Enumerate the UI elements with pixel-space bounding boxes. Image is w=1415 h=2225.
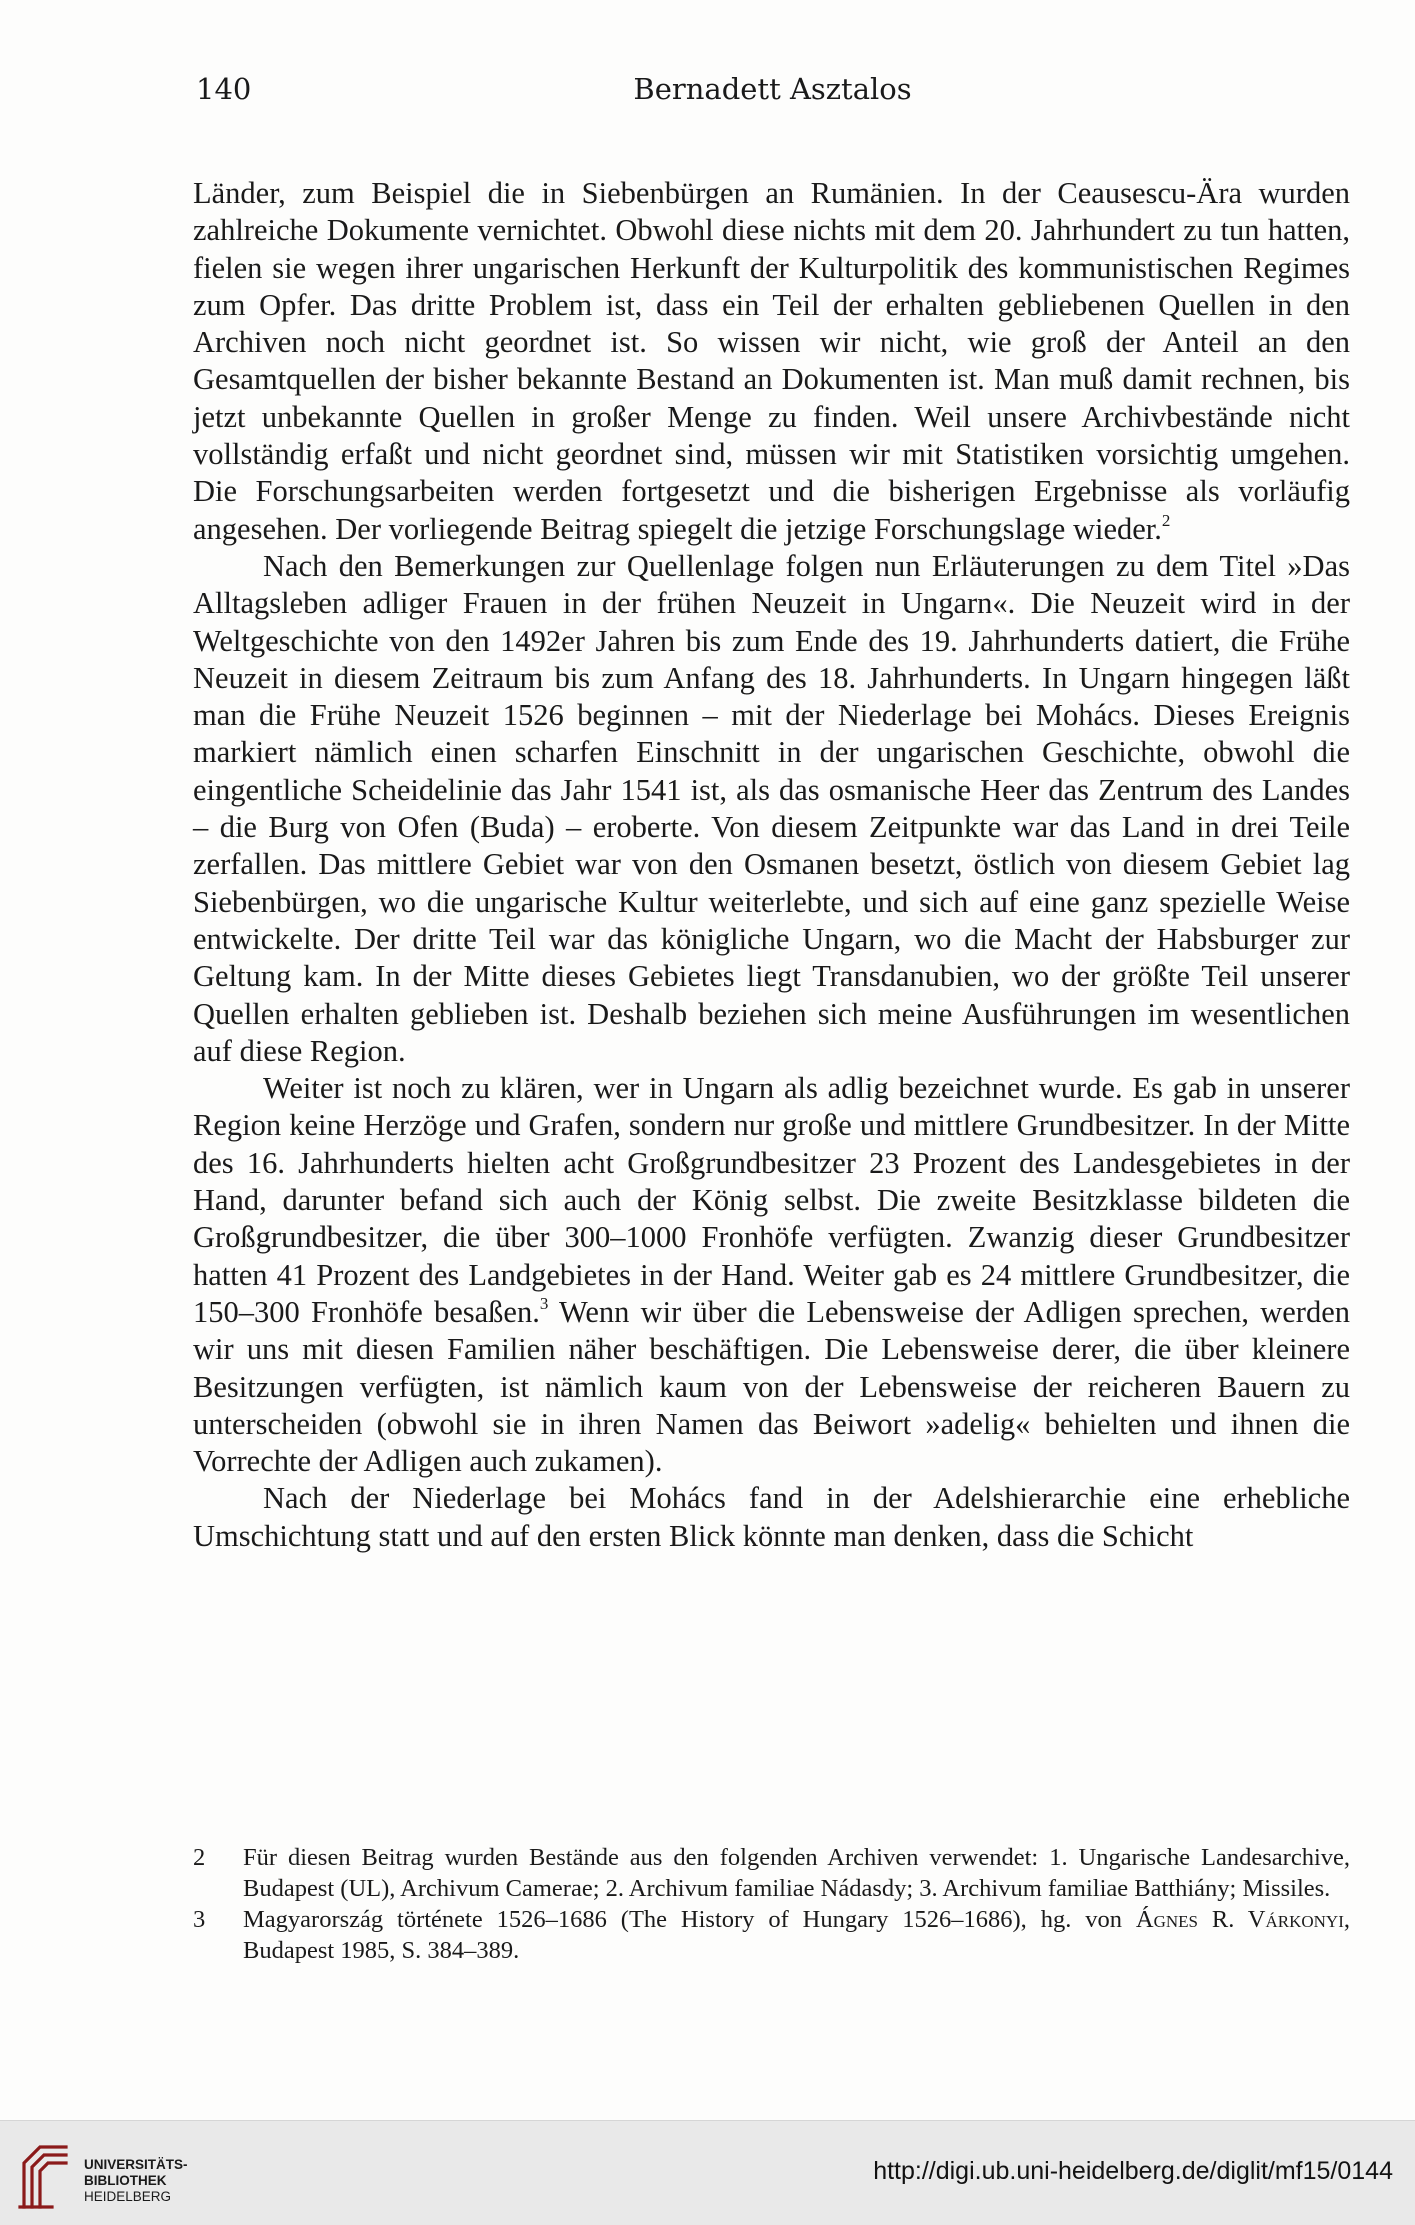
digitization-footer [0,2120,1415,2225]
paragraph [193,175,1350,548]
paragraph: Nach den Bemerkungen zur Quellenlage folgen nun Erläuterungen zu dem Titel »Das Alltagsleben adliger Frauen in der frühen Neuzeit in Ungarn«. Die Neuzeit wird in der Weltgeschichte von den 1492er Jahren bis zum Ende des 19. Jahrhunderts datiert, die Frühe Neuzeit in diesem Zeitraum bis zum Anfang des 18. Jahrhunderts. In Ungarn hingegen läßt man die Frühe Neuzeit 1526 beginnen – mit der Niederlage bei Mohács. Dieses Ereignis markiert nämlich einen scharfen Einschnitt in der ungarischen Geschichte, obwohl die eingentliche Scheidelinie das Jahr 1541 ist, als das osmanische Heer das Zentrum des Landes – die Burg von Ofen (Buda) – eroberte. Von diesem Zeitpunkte war das Land in drei Teile zerfallen. Das mittlere Gebiet war von den Osmanen besetzt, östlich von diesem Gebiet lag Siebenbürgen, wo die ungarische Kultur weiterlebte, und sich auf eine ganz spezielle Weise entwickelte. Der dritte Teil war das königliche Ungarn, wo die Macht der Habsburger zur Geltung kam. In der Mitte dieses Gebietes liegt Transdanubien, wo der größte Teil unserer Quellen erhalten geblieben ist. Deshalb beziehen sich meine Ausführungen im wesentlichen auf diese Region. [193,548,1350,1068]
footnote-number: 2 [193,1844,206,1871]
paragraph-text: Weiter ist noch zu klären, wer in Ungarn als adlig bezeichnet wurde. Es gab in unserer Region keine Herzöge und Grafen, sondern nur große und mittlere Grundbesitzer. In der Mitte des 16. Jahrhunderts hielten acht Großgrundbesitzer 23 Prozent des Landesgebietes in der Hand, darunter befand sich auch der König selbst. Die zweite Besitzklasse bildeten die Großgrundbesitzer, die über 300–1000 Fronhöfe verfügten. Zwanzig dieser Grundbesitzer hatten 41 Prozent des Landgebietes in der Hand. Weiter gab es 24 mittlere Grundbesitzer, die 150–300 Fronhöfe besaßen. [193,1071,1350,1329]
footnote [193,1904,1350,1966]
library-name-line: HEIDELBERG [84,2189,172,2204]
paragraph: Nach der Niederlage bei Mohács fand in der Adelshierarchie eine erhebliche Umschichtung statt und auf den ersten Blick könnte man denken, dass die Schicht [193,1481,1350,1553]
footnote [193,1842,1350,1904]
paragraph-text: Länder, zum Beispiel die in Siebenbürgen an Rumänien. In der Ceausescu-Ära wurden zahlreiche Dokumente vernichtet. Obwohl diese nichts mit dem 20. Jahrhundert zu tun hatten, fielen sie wegen ihrer ungarischen Herkunft der Kulturpolitik des kommunistischen Regimes zum Opfer. Das dritte Problem ist, dass ein Teil der erhalten gebliebenen Quellen in den Archiven noch nicht geordnet ist. So wissen wir nicht, wie groß der Anteil an den Gesamtquellen der bisher bekannte Bestand an Dokumenten ist. Man muß damit rechnen, bis jetzt unbekannte Quellen in großer Menge zu finden. Weil unsere Archivbestände nicht vollständig erfaßt und nicht geordnet sind, müssen wir mit Statistiken vorsichtig umgehen. Die Forschungsarbeiten werden fortgesetzt und die bisherigen Ergebnisse als vorläufig angesehen. Der vorliegende Beitrag spiegelt die jetzige Forschungslage wieder. [193,176,1350,546]
permalink-url[interactable]: http://digi.ub.uni-heidelberg.de/diglit/mf15/0144 [873,2157,1393,2185]
footnote-text: Für diesen Beitrag wurden Bestände aus den folgenden Archiven verwendet: 1. Ungarische Landesarchive, Budapest (UL), Archivum Camerae; 2. Archivum familiae Nádasdy; 3. Archivum familiae Batthiány; Missiles. [243,1844,1350,1902]
library-name [84,2157,188,2205]
paragraph [193,1070,1350,1480]
footnote-text-part: Magyarország története 1526–1686 (The History of Hungary 1526–1686), hg. von [243,1906,1136,1933]
page-number: 140 [196,72,252,106]
main-text [193,175,1350,1555]
footnote-number: 3 [193,1906,206,1933]
running-head-author: Bernadett Asztalos [633,72,912,106]
footnote-text-part: , Budapest 1985, S. 384–389. [243,1906,1350,1964]
footnote-ref: 2 [1161,510,1171,530]
paragraph-text: Wenn wir über die Lebensweise der Adligen sprechen, werden wir uns mit diesen Familien näher beschäftigen. Die Lebensweise derer, die über kleinere Besitzungen verfügten, ist nämlich kaum von der Lebensweise der reicheren Bauern zu unterscheiden (obwohl sie in ihren Namen das Beiwort »adelig« behielten und ihnen die Vorrechte der Adligen auch zukamen). [193,1294,1350,1479]
ub-heidelberg-logo-icon [14,2133,74,2213]
footnote-text [243,1904,1350,1966]
footnotes [193,1842,1350,1966]
footnote-ref: 3 [539,1293,549,1313]
running-header [196,72,1349,112]
editor-name: Ágnes R. Várkonyi [1135,1906,1344,1933]
library-name-line: BIBLIOTHEK [84,2173,167,2188]
library-name-line: UNIVERSITÄTS- [84,2157,188,2172]
